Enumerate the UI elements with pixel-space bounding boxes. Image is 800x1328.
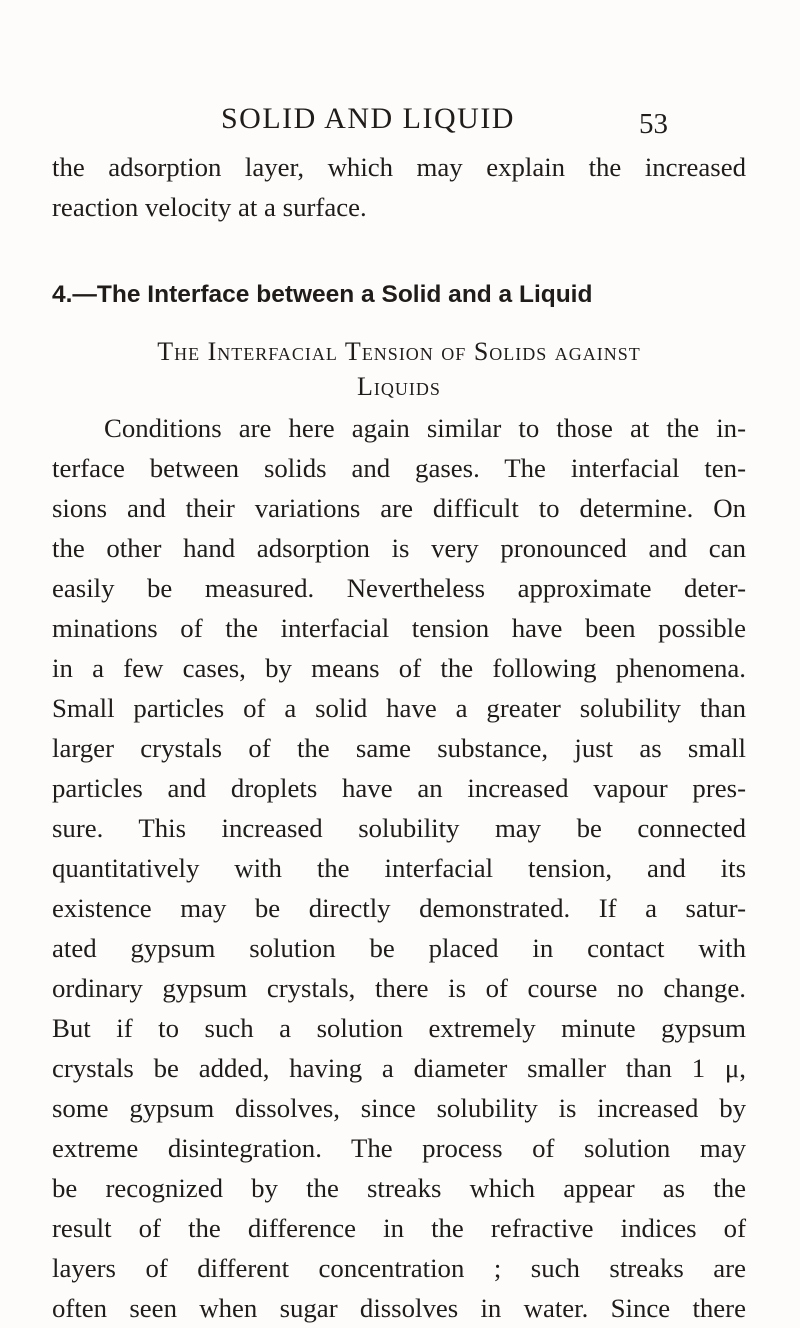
subheading-line: Liquids: [357, 372, 441, 401]
text-line: Conditions are here again similar to those at the in-: [104, 413, 746, 443]
text-line: sions and their variations are difficult to determine. On: [52, 493, 746, 523]
text-line: reaction velocity at a surface.: [52, 192, 367, 222]
text-line: be recognized by the streaks which appear as the: [52, 1173, 746, 1203]
section-heading: 4.—The Interface between a Solid and a Liquid: [52, 281, 593, 308]
text-line: easily be measured. Nevertheless approximate deter-: [52, 573, 746, 603]
text-line: layers of different concentration ; such streaks are: [52, 1253, 746, 1283]
text-line: the other hand adsorption is very pronounced and can: [52, 533, 746, 563]
section-subheading: [52, 334, 746, 404]
text-line: some gypsum dissolves, since solubility is increased by: [52, 1093, 746, 1123]
text-line: minations of the interfacial tension have been possible: [52, 613, 746, 643]
running-head: [0, 99, 800, 139]
text-line: result of the difference in the refractive indices of: [52, 1213, 746, 1243]
text-line: the adsorption layer, which may explain the increased: [52, 152, 746, 182]
page-number: 53: [639, 108, 668, 140]
text-line: sure. This increased solubility may be connected: [52, 813, 746, 843]
subheading-line: The Interfacial Tension of Solids against: [157, 337, 641, 366]
text-line: particles and droplets have an increased vapour pres-: [52, 773, 746, 803]
text-line: quantitatively with the interfacial tension, and its: [52, 853, 746, 883]
continuation-text: [52, 147, 746, 227]
text-line: But if to such a solution extremely minute gypsum: [52, 1013, 746, 1043]
text-line: ordinary gypsum crystals, there is of course no change.: [52, 973, 746, 1003]
text-line: often seen when sugar dissolves in water. Since there: [52, 1293, 746, 1323]
text-line: Small particles of a solid have a greater solubility than: [52, 693, 746, 723]
text-line: ated gypsum solution be placed in contact with: [52, 933, 746, 963]
text-line: in a few cases, by means of the following phenomena.: [52, 653, 746, 683]
text-line: crystals be added, having a diameter smaller than 1 μ,: [52, 1053, 746, 1083]
body-paragraph: [52, 408, 746, 1328]
text-line: larger crystals of the same substance, just as small: [52, 733, 746, 763]
text-line: terface between solids and gases. The interfacial ten-: [52, 453, 746, 483]
text-line: existence may be directly demonstrated. If a satur-: [52, 893, 746, 923]
text-line: extreme disintegration. The process of solution may: [52, 1133, 746, 1163]
running-title: SOLID AND LIQUID: [221, 102, 515, 135]
